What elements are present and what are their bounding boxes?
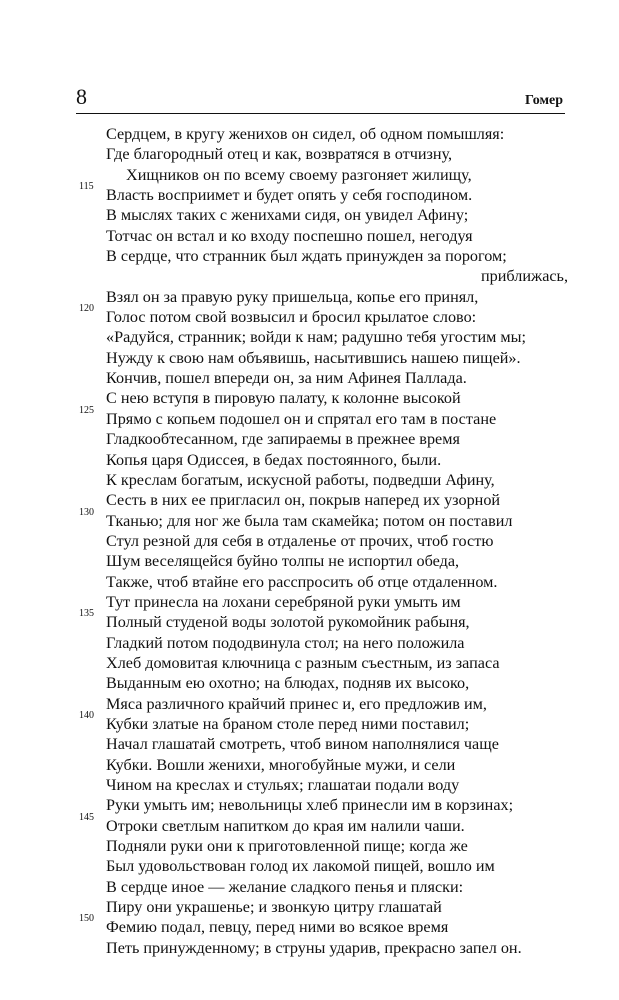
verse-text: Мяса различного крайчий принес и, его предложив им, [106, 694, 487, 713]
verse-line [106, 592, 568, 612]
verse-line [106, 673, 568, 693]
verse-text: Сердцем, в кругу женихов он сидел, об одном помышляя: [106, 125, 505, 143]
verse-line [79, 709, 568, 734]
verse-text: Где благородный отец и как, возвратяся в отчизну, [106, 145, 453, 164]
verse-text: приближась, [481, 267, 568, 286]
verse-line [106, 877, 568, 897]
verse-text: Голос потом свой возвысил и бросил крылатое слово: [106, 308, 477, 327]
verse-line [79, 913, 568, 937]
verse-line [106, 897, 568, 917]
verse-text: Чином на креслах и стульях; глашатаи подали воду [106, 776, 460, 794]
verse-list [79, 124, 568, 958]
verse-text: В мыслях таких с женихами сидя, он увидел Афину; [106, 206, 469, 225]
verse-line [106, 348, 568, 368]
verse-text: Тотчас он встал и ко входу поспешно пошел, негодуя [106, 226, 473, 245]
verse-line [106, 572, 568, 592]
verse-line [106, 124, 568, 144]
verse-text: Гладкий потом пододвинула стол; на него положила [106, 633, 465, 652]
verse-line [106, 795, 568, 815]
verse-text: Также, чтоб втайне его расспросить об отце отдаленном. [106, 572, 498, 591]
verse-text: Фемию подал, певцу, перед ними во всякое время [106, 918, 449, 937]
verse-line [106, 165, 568, 185]
verse-text: Стул резной для себя в отдаленье от прочих, чтоб гостю [106, 531, 494, 550]
running-title: Гомер [525, 93, 563, 108]
verse-line [106, 734, 568, 754]
verse-line [106, 226, 568, 246]
verse-line [79, 181, 568, 205]
verse-line [106, 775, 568, 795]
verse-text: Хлеб домовитая ключница с разным съестным, из запаса [106, 653, 500, 672]
header-rule [76, 113, 565, 114]
verse-text: Начал глашатай смотреть, чтоб вином наполнялися чаще [106, 735, 499, 754]
verse-text: Гладкообтесанном, где запираемы в прежнее время [106, 430, 460, 449]
verse-line [106, 633, 568, 653]
line-number: 130 [79, 506, 94, 518]
verse-text: В сердце иное — желание сладкого пенья и пляски: [106, 877, 464, 896]
verse-text: Кончив, пошел впереди он, за ним Афинея Паллада. [106, 369, 467, 388]
verse-text: Прямо с копьем подошел он и спрятал его там в постане [106, 409, 497, 428]
verse-text: Взял он за правую руку пришельца, копье его принял, [106, 287, 479, 306]
verse-line [106, 836, 568, 856]
verse-text: «Радуйся, странник; войди к нам; радушно тебя угостим мы; [106, 328, 527, 347]
line-number: 140 [79, 709, 94, 721]
line-number: 120 [79, 303, 94, 315]
verse-text: Руки умыть им; невольницы хлеб принесли им в корзинах; [106, 796, 514, 815]
verse-text: Нужду к свою нам объявишь, насытившись нашею пищей». [106, 348, 521, 367]
verse-line [106, 205, 568, 225]
line-number: 145 [79, 811, 94, 823]
verse-text: Шум веселящейся буйно толпы не испортил обеда, [106, 552, 460, 571]
verse-text: Полный студеной воды золотой рукомойник рабыня, [106, 613, 470, 632]
verse-text: Был удовольствован голод их лакомой пищей, вошло им [106, 857, 495, 876]
verse-text: В сердце, что странник был ждать принужден за порогом; [106, 247, 507, 266]
verse-line [79, 303, 568, 327]
verse-text: Сесть в них ее пригласил он, покрыв наперед их узорной [106, 491, 501, 510]
verse-line [106, 755, 568, 775]
verse-line [106, 246, 568, 266]
verse-text: Кубки златые на браном столе перед ними поставил; [106, 714, 470, 733]
verse-text: Петь принужденному; в струны ударив, прекрасно запел он. [106, 938, 522, 957]
verse-text: Кубки. Вошли женихи, многобуйные мужи, и сели [106, 755, 456, 774]
line-number: 115 [79, 181, 94, 193]
verse-text: Тканью; для ног же была там скамейка; потом он поставил [106, 511, 513, 530]
verse-text: Копья царя Одиссея, в бедах постоянного, были. [106, 450, 442, 469]
verse-text: Власть восприимет и будет опять у себя господином. [106, 186, 473, 205]
verse-line [106, 938, 568, 958]
line-number: 150 [79, 913, 94, 925]
verse-line [106, 694, 568, 714]
verse-line [79, 404, 568, 429]
verse-text: Тут принесла на лохани серебряной руки умыть им [106, 592, 461, 611]
verse-line [106, 490, 568, 510]
verse-line [106, 429, 568, 449]
verse-text: К креслам богатым, искусной работы, подведши Афину, [106, 470, 495, 489]
verse-line [106, 551, 568, 571]
verse-line [106, 368, 568, 388]
verse-line [79, 608, 568, 632]
verse-line [106, 531, 568, 551]
verse-line [106, 388, 568, 408]
verse-line [106, 144, 568, 164]
line-number: 125 [79, 404, 94, 416]
verse-text: Пиру они украшенье; и звонкую цитру глашатай [106, 898, 442, 917]
verse-text: Отроки светлым напитком до края им налили чаши. [106, 816, 465, 835]
verse-line [79, 811, 568, 836]
verse-line [106, 266, 568, 286]
line-number: 135 [79, 608, 94, 620]
verse-line [106, 653, 568, 673]
verse-line [106, 450, 568, 470]
verse-text: С нею вступя в пировую палату, к колонне высокой [106, 389, 461, 408]
verse-line [106, 287, 568, 307]
verse-text: Подняли руки они к приготовленной пище; когда же [106, 837, 468, 856]
verse-text: Выданным ею охотно; на блюдах, подняв их высоко, [106, 674, 470, 693]
verse-line [106, 470, 568, 490]
verse-text: Хищников он по всему своему разгоняет жилищу, [126, 165, 472, 184]
verse-line [79, 506, 568, 531]
page-number: 8 [76, 84, 87, 109]
verse-line [106, 856, 568, 876]
verse-line [106, 327, 568, 347]
